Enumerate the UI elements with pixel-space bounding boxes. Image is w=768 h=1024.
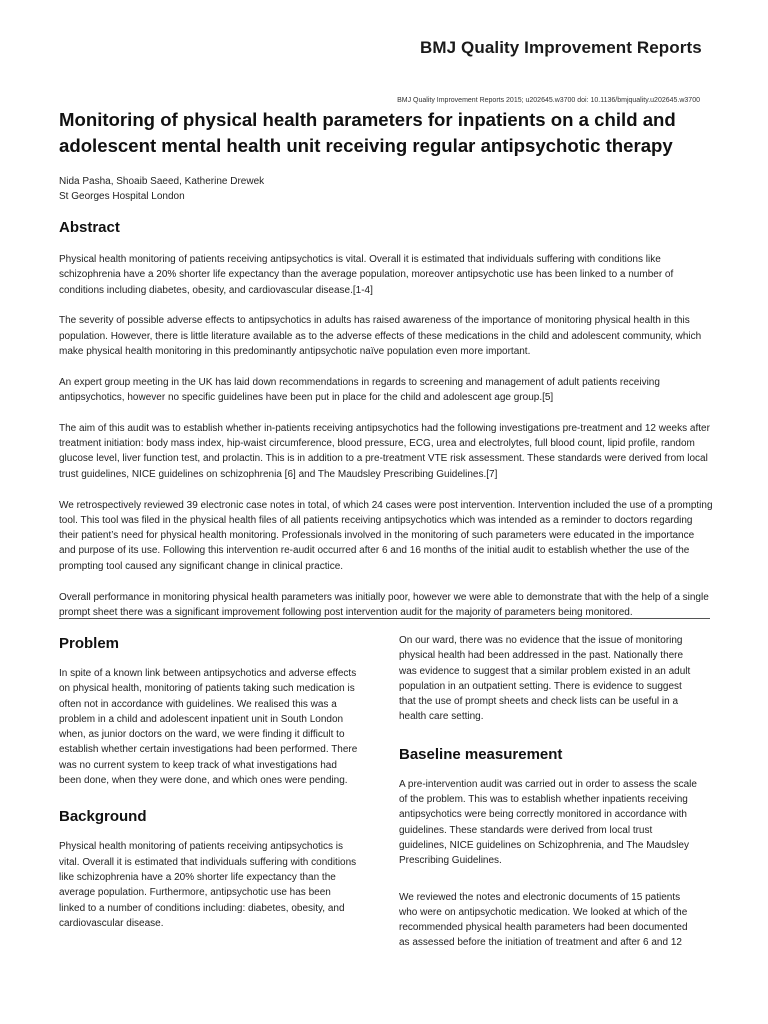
abstract-section <box>59 252 713 636</box>
abstract-paragraph: Physical health monitoring of patients receiving antipsychotics is vital. Overall it is estimated that individuals suffering with conditions like schizophrenia have a 20% shorter life expectancy than the average population, moreover antipsychotic use has been linked to a number of conditions including diabetes, obesity, and cardiovascular disease.[1-4] <box>59 254 674 296</box>
background-continued-text: On our ward, there was no evidence that the issue of monitoring physical health had been addressed in the past. Nationally there was evidence to suggest that a similar problem existed in an adult population in an outpatient setting. There is evidence to suggest that the use of prompt sheets and check lists can be useful in a health care setting. <box>399 635 691 723</box>
section-divider <box>59 618 710 619</box>
author-affiliation: St Georges Hospital London <box>59 191 185 202</box>
problem-heading: Problem <box>59 635 120 652</box>
problem-text: In spite of a known link between antipsychotics and adverse effects on physical health, monitoring of patients taking such medication is often not in accordance with guidelines. We realised this was a problem in a child and adolescent inpatient unit in South London when, as junior doctors on the ward, we were finding it difficult to establish whether certain investigations had been performed. There was no current system to keep track of what investigations had been done, when they were done, and which ones were pending. <box>59 668 358 787</box>
baseline-paragraph: We reviewed the notes and electronic documents of 15 patients who were on antipsychotic medication. We looked at which of the recommended physical health parameters had been documented as assessed before the initiation of treatment and after 6 and 12 <box>399 891 688 949</box>
background-heading: Background <box>59 808 147 826</box>
abstract-paragraph: We retrospectively reviewed 39 electronic case notes in total, of which 24 cases were post intervention. Intervention included the use of a prompting tool. This tool was filed in the physical health files of all patients receiving antipsychotics which was intended as a reminder to doctors regarding their patient’s need for physical health monitoring. Professionals involved in the monitoring of such parameters were educated in the importance and purpose of its use. Following this intervention re-audit occurred after 6 and 16 months of the initial audit to establish whether the use of the prompting tool caused any significant change in clinical practice. <box>59 499 713 572</box>
baseline-paragraph: A pre-intervention audit was carried out in order to assess the scale of the problem. This was to establish whether inpatients receiving antipsychotics were being correctly monitored in accordance with guidelines. These standards were derived from local trust guidelines, NICE guidelines on Schizophrenia, and The Maudsley Prescribing Guidelines. <box>399 778 697 867</box>
abstract-paragraph: The severity of possible adverse effects to antipsychotics in adults has raised awareness of the importance of monitoring physical health in this population. However, there is little literature available as to the adverse effects of these medications in the child and adolescent community, which make physical health monitoring in this predominantly antipsychotic naïve population even more important. <box>59 315 702 357</box>
author-names: Nida Pasha, Shoaib Saeed, Katherine Drewek <box>59 176 265 187</box>
abstract-paragraph: The aim of this audit was to establish whether in-patients receiving antipsychotics had the following investigations pre-treatment and 12 weeks after treatment initiation: body mass index, hip-waist circumference, blood pressure, ECG, urea and electrolytes, full blood count, lipid profile, random glucose level, liver function test, and prolactin. This is in addition to a pre-treatment VTE risk assessment. These standards were derived from local trust guidelines, NICE guidelines on schizophrenia [6] and The Maudsley Prescribing Guidelines.[7] <box>59 422 710 480</box>
abstract-heading: Abstract <box>59 219 120 236</box>
abstract-paragraph: An expert group meeting in the UK has laid down recommendations in regards to screening and management of adult patients receiving antipsychotics, however no specific guidelines have been put in place for the child and adolescent age group.[5] <box>59 376 660 404</box>
article-title: Monitoring of physical health parameters for inpatients on a child and adolescent mental health unit receiving regular antipsychotic therapy <box>59 109 676 156</box>
left-column <box>59 635 359 951</box>
right-column <box>399 633 699 972</box>
author-block <box>59 174 264 204</box>
abstract-paragraph: Overall performance in monitoring physical health parameters was initially poor, however we were able to demonstrate that with the help of a single prompt sheet there was a significant improvement following post intervention audit for the majority of parameters being monitored. <box>59 591 709 618</box>
background-text: Physical health monitoring of patients receiving antipsychotics is vital. Overall it is estimated that individuals suffering with conditions like schizophrenia have a 20% shorter life expectancy than the average population. Furthermore, antipsychotic use has been linked to a number of conditions including: diabetes, obesity, and cardiovascular disease. <box>59 841 357 929</box>
journal-logo: BMJ Quality Improvement Reports <box>420 38 702 57</box>
citation-line: BMJ Quality Improvement Reports 2015; u202645.w3700 doi: 10.1136/bmjquality.u202645.w3700 <box>397 97 700 104</box>
baseline-heading: Baseline measurement <box>399 745 563 763</box>
